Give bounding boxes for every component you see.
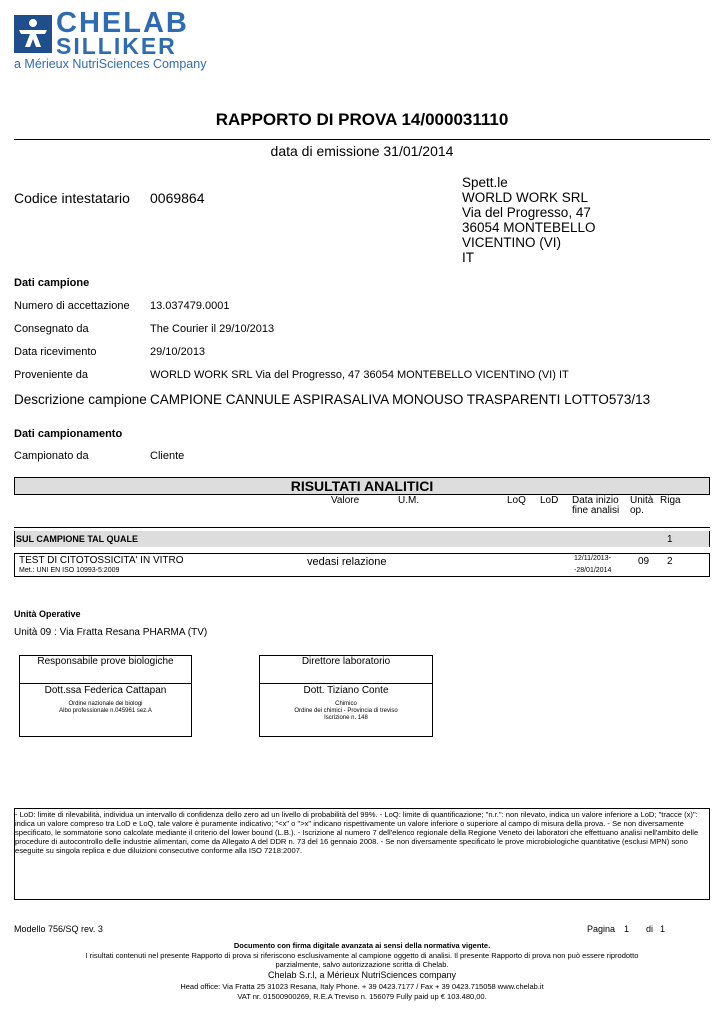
address-line: IT <box>462 250 474 265</box>
col-unit-2: op. <box>630 505 644 516</box>
signature-line: Chimico <box>335 701 357 707</box>
head-office: Head office: Via Fratta 25 31023 Resana, Italy Phone. + 39 0423.7177 / Fax + 39 0423.715058 www.chelab.it <box>180 982 544 991</box>
group-top-border <box>14 527 710 528</box>
report-title: RAPPORTO DI PROVA 14/000031110 <box>215 110 509 129</box>
signature-divider <box>259 683 433 684</box>
signature-role: Responsabile prove biologiche <box>37 656 174 667</box>
sample-row-label: Proveniente da <box>14 369 88 381</box>
signature-divider <box>19 683 192 684</box>
address-line: WORLD WORK SRL <box>462 190 589 205</box>
sampling-label: Campionato da <box>14 450 89 462</box>
group-riga: 1 <box>667 534 673 545</box>
units-section-title: Unità Operative <box>14 609 81 619</box>
logo-silliker: SILLIKER <box>56 33 177 59</box>
logo-chelab: CHELAB <box>56 7 189 39</box>
page-number: 1 <box>624 924 630 934</box>
client-code-label: Codice intestatario <box>14 190 130 206</box>
company-name: Chelab S.r.l, a Mérieux NutriSciences company <box>267 970 457 980</box>
address-line: VICENTINO (VI) <box>462 235 562 250</box>
test-name: TEST DI CITOTOSSICITA' IN VITRO <box>19 555 184 566</box>
test-date-start: 12/11/2013- <box>574 555 611 562</box>
col-unit-1: Unità <box>630 495 654 506</box>
signature-role: Direttore laboratorio <box>301 656 391 667</box>
model-code: Modello 756/SQ rev. 3 <box>14 924 103 934</box>
notes-text: - LoD: limite di rilevabilità, individua un intervallo di confidenza dello zero ad un livello di probabilità del 99%. - LoQ: limite di quantificazione; "n.r.": non rilevato, indica un valore inferiore a LoD; "tracce (x)": indica un valore compreso tra LoD e LoQ, tale valore è puramente indicativo; "<x" o ">x" indicano rispettivamente un valore inferiore o superiore al campo di misura della prova. - Se non diversamente specificato, le sommatorie sono calcolate mediante il criterio del lower bound (L.B.). - Iscrizione al numero 7 dell'elenco regionale della Regione Veneto dei laboratori che effettuano analisi nell'ambito delle procedure di autocontrollo delle industrie alimentari, come da Allegato A del DDR n. 73 del 16 gennaio 2008. - Se non diversamente specificato le prove microbiologiche quantitative (esclusi MPN) sono eseguite su singola replica e due diluizioni consecutive conforme alla ISO 7218:2007. <box>15 810 699 855</box>
test-unit: 09 <box>638 556 650 567</box>
sample-description-value: CAMPIONE CANNULE ASPIRASALIVA MONOUSO TRASPARENTI LOTTO573/13 <box>150 392 651 407</box>
col-valore: Valore <box>331 495 360 506</box>
sample-row-label: Consegnato da <box>14 323 89 335</box>
page-total: 1 <box>660 924 666 934</box>
signature-box-director <box>259 655 433 737</box>
col-um: U.M. <box>398 495 420 506</box>
units-text: Unità 09 : Via Fratta Resana PHARMA (TV) <box>14 627 208 638</box>
col-riga: Riga <box>660 495 681 506</box>
signature-box-biology <box>19 655 192 737</box>
sample-description-label: Descrizione campione <box>14 392 147 407</box>
address-line: 36054 MONTEBELLO <box>462 220 596 235</box>
sample-row-value: The Courier il 29/10/2013 <box>150 323 275 335</box>
digital-signature-note: Documento con firma digitale avanzata ai sensi della normativa vigente. <box>233 941 491 950</box>
test-value: vedasi relazione <box>307 556 387 568</box>
sample-row-label: Data ricevimento <box>14 346 97 358</box>
emission-date: data di emissione 31/01/2014 <box>270 143 454 159</box>
test-date-end: -28/01/2014 <box>574 567 612 574</box>
address-line: Spett.le <box>462 175 508 190</box>
col-loq: LoQ <box>507 495 526 506</box>
vat-info: VAT nr. 01500900269, R.E.A Treviso n. 156079 Fully paid up € 103.480,00. <box>237 992 487 1001</box>
group-label: SUL CAMPIONE TAL QUALE <box>16 534 139 544</box>
col-lod: LoD <box>540 495 559 506</box>
client-code-value: 0069864 <box>150 190 205 206</box>
col-date-1: Data inizio <box>572 495 619 506</box>
disclaimer-line-2: parzialmente, salvo autorizzazione scritta di Chelab. <box>275 960 449 969</box>
col-date-2: fine analisi <box>572 505 620 516</box>
sample-row-value: 29/10/2013 <box>150 346 206 358</box>
sample-section-title: Dati campione <box>14 277 90 289</box>
signature-name: Dott. Tiziano Conte <box>303 685 389 696</box>
sampling-value: Cliente <box>150 450 185 462</box>
title-divider <box>14 139 710 140</box>
sample-row-value: WORLD WORK SRL Via del Progresso, 47 36054 MONTEBELLO VICENTINO (VI) IT <box>150 369 569 381</box>
sample-row-label: Numero di accettazione <box>14 300 130 312</box>
signature-name: Dott.ssa Federica Cattapan <box>44 685 167 696</box>
signature-line: Ordine nazionale dei biologi <box>68 701 143 707</box>
signature-line: Ordine dei chimici - Provincia di treviso <box>294 708 398 714</box>
signature-line: Albo professionale n.045961 sez.A <box>59 708 152 714</box>
test-method: Met.: UNI EN ISO 10993-5:2009 <box>19 567 120 574</box>
logo-mark <box>14 15 52 53</box>
sample-row-value: 13.037479.0001 <box>150 300 230 312</box>
sampling-section-title: Dati campionamento <box>14 428 123 440</box>
disclaimer-line-1: I risultati contenuti nel presente Rapporto di prova si riferiscono esclusivamente al campione oggetto di analisi. Il presente Rapporto di prova non può essere riprodotto <box>85 951 639 960</box>
page-label: Pagina <box>587 924 616 934</box>
test-riga: 2 <box>667 556 673 567</box>
address-line: Via del Progresso, 47 <box>462 205 591 220</box>
logo-tagline: a Mérieux NutriSciences Company <box>14 57 207 71</box>
page-of: di <box>646 924 654 934</box>
logo-figure-icon <box>14 15 52 53</box>
client-address <box>462 175 596 265</box>
signature-line: Iscrizione n. 148 <box>324 715 368 721</box>
results-title: RISULTATI ANALITICI <box>290 478 434 494</box>
